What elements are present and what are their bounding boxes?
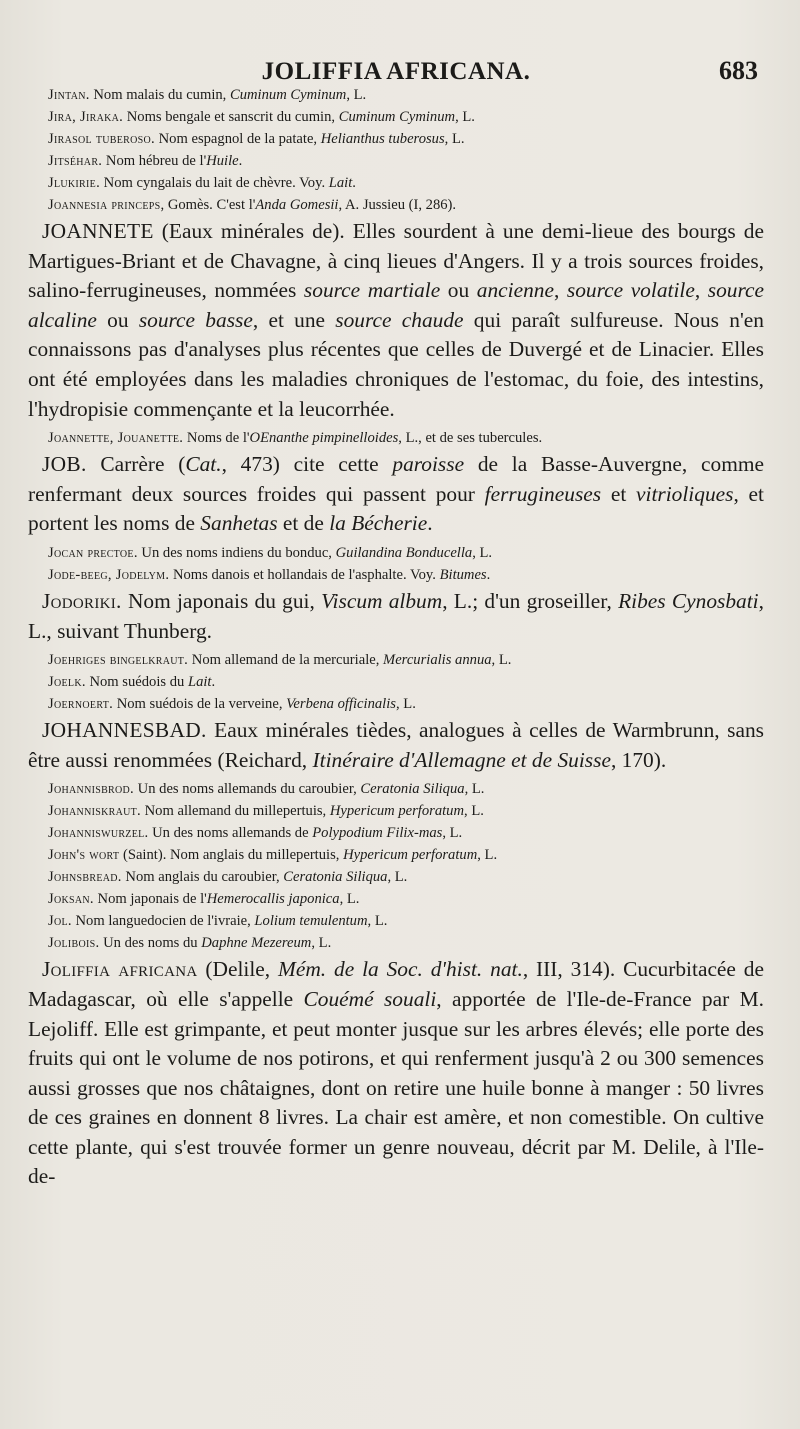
entry-text: de la Basse-Auvergne, comme renfermant deux sources froides qui passent pour [28, 452, 764, 506]
italic-term: Ribes Cynosbati [618, 588, 759, 613]
italic-term: Cuminum Cyminum [229, 87, 347, 103]
italic-term: Daphne Mezereum [201, 935, 312, 952]
entry-text: , L., suivant Thunberg. [28, 588, 764, 643]
entry-text: , III, 314). Cucurbitacée de Madagascar, où elle s'appelle [28, 957, 764, 1011]
entry-text: Nom japonais du gui, [121, 588, 322, 613]
minor-entry [28, 194, 764, 216]
italic-term: Hypericum perforatum [343, 847, 478, 864]
entry-headword: Joannesia princeps [48, 197, 161, 213]
entry-headword: Jirasol tuberoso. [48, 131, 155, 147]
italic-term: Cuminum Cyminum [338, 109, 456, 125]
entry-headword: Jol. [48, 913, 72, 930]
italic-term: Couémé souali [303, 986, 437, 1011]
entry-text: , L. [444, 131, 465, 147]
minor-entry [28, 542, 764, 564]
italic-term: vitrioliques [636, 481, 734, 506]
italic-term: Bitumes [439, 566, 487, 583]
entry-headword: Jira, Jiraka. [48, 109, 124, 125]
italic-term: Polypodium Filix-mas [312, 825, 443, 842]
entry-text: Nom japonais de l' [93, 891, 207, 908]
entry-text: , L. [464, 781, 485, 798]
entry-text: , et une [252, 307, 336, 332]
entry-text: Un des noms allemands du caroubier, [134, 781, 361, 798]
entry-text: Nom suédois de la verveine, [113, 696, 287, 713]
entry-headword: Jlukirie. [48, 175, 101, 191]
entry-text: . [238, 153, 243, 169]
minor-entry [28, 910, 764, 932]
entry-text: Noms de l' [183, 430, 250, 447]
entry-text: Nom anglais du caroubier, [121, 869, 284, 886]
entry-headword: Jode-beeg, Jodelym. [48, 566, 170, 583]
italic-term: Ceratonia Siliqua [283, 869, 388, 886]
entry-text: Nom malais du cumin, [89, 87, 230, 103]
minor-entry [28, 800, 764, 822]
entry-headword: Johanniswurzel. [48, 825, 149, 842]
entry-headword: John's wort [48, 847, 120, 864]
italic-term: source chaude [335, 307, 464, 332]
italic-term: paroisse [392, 452, 465, 477]
minor-entry [28, 822, 764, 844]
entry-text: , Gomès. C'est l' [160, 197, 256, 213]
entry-text: Un des noms indiens du bonduc, [137, 544, 336, 561]
entry-text: Nom cyngalais du lait de chèvre. Voy. [100, 175, 329, 191]
entry-text: ou [440, 278, 477, 303]
entry-text: Un des noms allemands de [148, 825, 313, 842]
entry-text: . [352, 175, 356, 191]
entry-text: , L. [472, 544, 493, 561]
entry-text: , L. [311, 935, 332, 952]
entry-text: , apportée de l'Ile-de-France par M. Lejoliff. Elle est grimpante, et peut monter jusque sur les arbres élevés; elle porte des fruits qui ont le volume de nos potirons, et qui renferment jusqu'à 2 ou 300 semences aussi grosses que nos châtaignes, dont on retire une huile bonne à manger : 50 livres de ces graines en donnent 8 livres. La chair est amère, et non comestible. On cultive cette plante, qui s'est trouvée former un genre nouveau, décrit par M. Delile, à l'Ile-de- [28, 986, 764, 1189]
entry-text: . [486, 566, 491, 583]
minor-entry [28, 778, 764, 800]
entry-text: (Delile, [197, 957, 279, 982]
entry-text: , 473) cite cette [221, 452, 393, 477]
entry-text: (Eaux minérales de). Elles sourdent à une demi-lieue des bourgs de Martigues-Briant et de Chavagne, à cinq lieues d'Angers. Il y a trois sources froides, salino-ferrugineuses, nommées [28, 219, 764, 303]
entry-text: , L. [346, 87, 367, 103]
italic-term: ferrugineuses [484, 481, 602, 506]
minor-entry [28, 172, 764, 194]
minor-entry [28, 128, 764, 150]
page-header [28, 42, 764, 85]
italic-term: Helianthus tuberosus [320, 131, 445, 147]
entry-text: , L. [455, 109, 475, 125]
entry-headword: JOB. [42, 452, 87, 477]
italic-term: OEnanthe pimpinelloides [249, 430, 399, 447]
italic-term: Huile [206, 153, 239, 169]
minor-entry [28, 844, 764, 866]
italic-term: Anda Gomesii [255, 197, 339, 213]
entry-text: , L. [387, 869, 408, 886]
entry-text: Noms danois et hollandais de l'asphalte. Voy. [169, 566, 440, 583]
italic-term: Hemerocallis japonica [206, 891, 340, 908]
entry-headword: Joliffia africana [42, 957, 198, 982]
minor-entry [28, 649, 764, 671]
entry-headword: Jitséhar. [48, 153, 103, 169]
running-title: JOLIFFIA AFRICANA. [261, 58, 531, 85]
italic-term: Mercurialis annua [383, 652, 492, 669]
italic-term: Lait [328, 175, 353, 191]
entry-headword: JOANNETE [42, 219, 154, 243]
entry-headword: Jodoriki. [42, 588, 122, 613]
entry-headword: JOHANNESBAD. [42, 718, 207, 743]
entry-headword: Johannisbrod. [48, 781, 135, 798]
minor-entry [28, 888, 764, 910]
italic-term: la Bécherie [329, 511, 428, 536]
entry-headword: Jocan prectoe. [48, 544, 138, 561]
entry-text: qui paraît sulfureuse. Nous n'en connaissons pas d'analyses plus récentes que celles de Duvergé et de Linacier. Elles ont été employées dans les maladies chroniques de l'estomac, du foie, des intestins, l'hydropisie commençante et la leucorrhée. [28, 307, 764, 421]
entry-text: Un des noms du [99, 935, 202, 952]
italic-term: source alcaline [28, 278, 764, 332]
italic-term: source basse [138, 307, 253, 332]
italic-term: Lolium temulentum [254, 913, 368, 930]
entry-text: . [427, 511, 433, 536]
entry-text: Nom suédois du [85, 674, 188, 691]
minor-entry [28, 866, 764, 888]
italic-term: Viscum album [321, 588, 443, 613]
entry-text: ou [96, 307, 139, 332]
minor-entry [28, 150, 764, 172]
minor-entry [28, 106, 764, 128]
entry-text: Eaux minérales tièdes, analogues à celles de Warmbrunn, sans être aussi renommées (Reichard, [28, 718, 764, 772]
minor-entry [28, 427, 764, 449]
main-entry [28, 217, 764, 424]
entry-text: Nom hébreu de l' [102, 153, 207, 169]
entry-text: , L. [367, 913, 388, 930]
minor-entry [28, 84, 764, 106]
italic-term: Hypericum perforatum [329, 803, 465, 820]
entry-headword: Johnsbread. [48, 869, 122, 886]
main-entry [28, 450, 764, 539]
main-entry [28, 587, 764, 646]
entry-text: Nom allemand de la mercuriale, [188, 652, 384, 669]
minor-entry [28, 693, 764, 715]
italic-term: Lait [187, 674, 212, 691]
entry-text: (Saint). Nom anglais du millepertuis, [119, 847, 344, 864]
entry-text: , [694, 278, 708, 303]
entries-column [28, 84, 764, 1192]
italic-term: source volatile [566, 278, 695, 303]
entry-text: , L. [442, 825, 463, 842]
entry-headword: Joelk. [48, 674, 86, 691]
minor-entry [28, 671, 764, 693]
entry-headword: Joksan. [48, 891, 94, 908]
italic-term: Ceratonia Siliqua [360, 781, 465, 798]
entry-headword: Jolibois. [48, 935, 100, 952]
entry-text: , L. [477, 847, 498, 864]
entry-text: , et portent les noms de [28, 481, 764, 536]
entry-text: Noms bengale et sanscrit du cumin, [123, 109, 339, 125]
entry-text: , L. [491, 652, 512, 669]
entry-text: , L. [464, 803, 484, 820]
entry-text: , L.; d'un groseiller, [442, 588, 619, 613]
italic-term: Mém. de la Soc. d'hist. nat. [278, 957, 523, 982]
entry-headword: Johanniskraut. [48, 803, 141, 820]
minor-entry [28, 932, 764, 954]
italic-term: Guilandina Bonducella [335, 544, 473, 561]
entry-text: Nom allemand du millepertuis, [140, 803, 330, 820]
entry-headword: Jintan. [48, 87, 90, 103]
entry-text: Nom espagnol de la patate, [154, 131, 321, 147]
minor-entry [28, 564, 764, 586]
italic-term: Itinéraire d'Allemagne et de Suisse [312, 747, 611, 772]
entry-text: , L. [339, 891, 360, 908]
entry-headword: Joehriges bingelkraut. [48, 652, 189, 669]
entry-text: Carrère ( [86, 452, 186, 477]
entry-headword: Joernoert. [48, 696, 114, 713]
entry-text: . [211, 674, 216, 691]
entry-text: , A. Jussieu (I, 286). [338, 197, 457, 213]
entry-text: , L., et de ses tubercules. [398, 430, 543, 447]
italic-term: source martiale [303, 278, 441, 303]
entry-text: et [601, 481, 637, 506]
entry-text: , [553, 278, 567, 303]
entry-text: , L. [395, 696, 416, 713]
main-entry [28, 955, 764, 1192]
main-entry [28, 716, 764, 775]
page-number: 683 [719, 56, 758, 85]
entry-headword: Joannette, Jouanette. [48, 430, 184, 447]
entry-text: et de [277, 511, 330, 536]
italic-term: Verbena officinalis [286, 696, 396, 713]
entry-text: Nom languedocien de l'ivraie, [71, 913, 255, 930]
italic-term: Cat. [185, 452, 222, 477]
italic-term: ancienne [476, 278, 554, 303]
entry-text: , 170). [610, 747, 667, 772]
italic-term: Sanhetas [200, 511, 278, 536]
